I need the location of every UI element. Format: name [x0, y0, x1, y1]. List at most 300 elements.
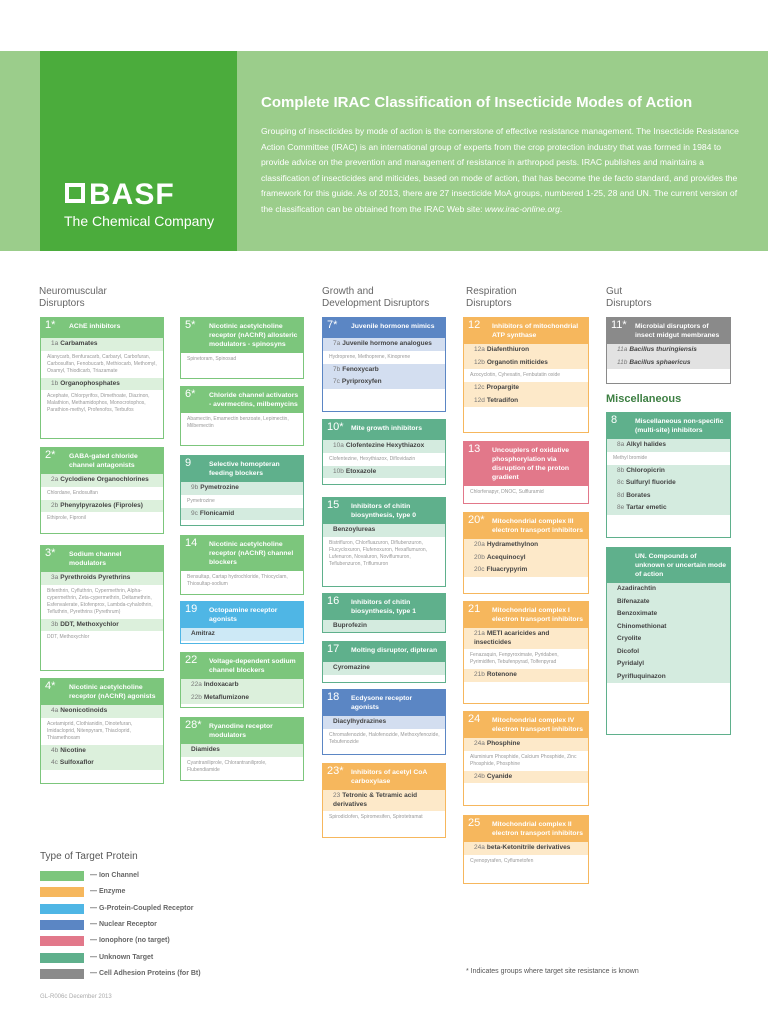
group-header: [323, 318, 445, 338]
group-title: Mitochondrial complex II electron transport inhibitors: [492, 821, 584, 837]
legend-swatch-cell: [40, 969, 84, 979]
legend-swatch-nuclear: [40, 920, 84, 930]
intro-text: [261, 124, 741, 217]
subgroup-name: Bifenazate: [617, 597, 650, 605]
group-number: 23*: [327, 765, 344, 777]
subgroup-row: [181, 679, 303, 692]
group-header: [464, 602, 588, 628]
group-number: 2*: [45, 449, 56, 461]
example-compounds: Bistrifluron, Chlorfluazuron, Diflubenzuron, Flucycloxuron, Flufenoxuron, Hexaflumuron, Lufenuron, Novaluron, Noviflumuron, Teflubenzuron, Triflumuron: [329, 539, 428, 567]
subgroup-name: Rotenone: [486, 671, 517, 678]
subgroup-row: [41, 378, 163, 391]
group-title: Mite growth inhibitors: [351, 425, 422, 432]
subgroup-code: 3b: [51, 620, 59, 628]
group-number: 22: [185, 654, 198, 666]
subgroup-row: [181, 482, 303, 495]
group-header: [464, 712, 588, 738]
group-header: [323, 498, 445, 524]
subgroup-row: [607, 596, 730, 609]
basf-tagline: The Chemical Company: [64, 213, 215, 229]
irac-group-card-15: [322, 497, 446, 587]
group-header: [41, 546, 163, 572]
example-compounds: Methyl bromide: [613, 454, 648, 461]
subgroup-name: Tartar emetic: [626, 504, 667, 511]
subgroup-row: [323, 662, 445, 675]
group-number: 20*: [468, 514, 485, 526]
subgroup-code: 8b: [617, 466, 625, 474]
subgroup-row: [607, 608, 730, 621]
example-compounds: Chlorfenapyr, DNOC, Sulfluramid: [470, 489, 544, 495]
subgroup-code: 23: [333, 792, 341, 799]
subgroup-name: Clofentezine Hexythiazox: [345, 442, 425, 449]
subgroup-row: [607, 344, 730, 357]
legend-swatch-gpcr: [40, 904, 84, 914]
legend-label-unknown: — Unknown Target: [90, 953, 154, 961]
subgroup-code: 3a: [51, 574, 59, 581]
group-header: [181, 387, 303, 413]
subgroup-row: [41, 474, 163, 487]
subgroup-row: [607, 477, 730, 490]
basf-logo-square-icon: [65, 183, 85, 203]
subgroup-row: [464, 382, 588, 395]
section-growth: Growth and Development Disruptors: [322, 286, 430, 309]
group-header: [464, 442, 588, 486]
subgroup-row: [464, 539, 588, 552]
subgroup-code: 22a: [191, 681, 202, 688]
subgroup-name: Neonicotinoids: [60, 707, 108, 714]
group-number: 7*: [327, 319, 338, 331]
irac-group-card-2: [40, 447, 164, 534]
subgroup-name: Carbamates: [60, 340, 98, 347]
subgroup-name: Alkyl halides: [626, 441, 666, 448]
group-number: 4*: [45, 680, 56, 692]
subgroup-name: Chloropicrin: [626, 466, 665, 474]
irac-group-card-5: [180, 317, 304, 379]
subgroup-code: 9c: [191, 509, 198, 517]
group-header: [323, 690, 445, 716]
irac-group-card-8: [606, 412, 731, 538]
section-miscellaneous: Miscellaneous: [606, 393, 682, 405]
group-title: AChE inhibitors: [69, 323, 121, 330]
subgroup-name: Nicotine: [60, 746, 86, 754]
irac-group-card-24: [463, 711, 589, 806]
subgroup-code: 7c: [333, 378, 340, 385]
subgroup-name: DDT, Methoxychlor: [60, 620, 119, 628]
example-compounds: Acetamiprid, Clothianidin, Dinotefuran, Imidacloprid, Nitenpyram, Thiacloprid, Thiamethoxam: [47, 720, 133, 741]
example-compounds: Acephate, Chlorpyrifos, Dimethoate, Diazinon, Malathion, Methamidophos, Monocrotophos, Parathion-methyl, Profenofos, Terbufos: [47, 393, 150, 413]
subgroup-row: [607, 671, 730, 684]
subgroup-code: 2b: [51, 501, 59, 509]
subgroup-name: Chinomethionat: [617, 622, 667, 630]
irac-group-card-16: [322, 593, 446, 633]
group-number: 19: [185, 603, 198, 615]
group-title: Selective homopteran feeding blockers: [209, 461, 280, 477]
subgroup-name: Pyrethroids Pyrethrins: [60, 574, 131, 581]
section-neuromuscular: Neuromuscular Disruptors: [39, 286, 107, 309]
irac-group-card-17: [322, 641, 446, 683]
subgroup-row: [323, 364, 445, 377]
group-number: 1*: [45, 319, 56, 331]
group-title: Sodium channel modulators: [69, 551, 122, 567]
group-header: [323, 764, 445, 790]
subgroup-code: 10b: [333, 467, 344, 475]
group-number: 15: [327, 499, 340, 511]
irac-group-card-21: [463, 601, 589, 704]
subgroup-row: [181, 744, 303, 757]
subgroup-name: Etoxazole: [345, 467, 377, 475]
subgroup-code: 4a: [51, 707, 59, 714]
subgroup-row: [323, 790, 445, 811]
subgroup-name: Sulfuryl fluoride: [625, 479, 676, 486]
subgroup-name: Propargite: [486, 384, 519, 391]
subgroup-code: 12d: [474, 396, 485, 404]
subgroup-name: Bacillus thuringiensis: [629, 346, 697, 353]
irac-group-card-28: [180, 717, 304, 781]
group-header: [41, 448, 163, 474]
group-title: Chloride channel activators - avermectins, milbemycins: [209, 392, 299, 408]
subgroup-row: [464, 344, 588, 357]
subgroup-name: Azadirachtin: [617, 585, 657, 592]
example-compounds: Clofentezine, Hexythiazox, Diflovidazin: [329, 455, 416, 462]
subgroup-row: [464, 669, 588, 682]
group-title: Mitochondrial complex I electron transport inhibitors: [492, 607, 584, 623]
group-title: Inhibitors of chitin biosynthesis, type 0: [351, 503, 416, 519]
group-header: [607, 413, 730, 439]
subgroup-code: 12a: [474, 346, 485, 353]
subgroup-row: [464, 842, 588, 855]
group-title: Inhibitors of mitochondrial ATP synthase: [492, 323, 579, 339]
subgroup-name: Organotin miticides: [486, 358, 548, 366]
subgroup-code: 8c: [617, 479, 624, 486]
subgroup-name: Dicofol: [617, 647, 640, 655]
example-compounds: Chromafenozide, Halofenozide, Methoxyfenozide, Tebufenozide: [329, 731, 440, 745]
subgroup-code: 4b: [51, 746, 59, 754]
subgroup-code: 11a: [617, 346, 628, 353]
group-title: Mitochondrial complex IV electron transport inhibitors: [492, 717, 584, 733]
subgroup-code: 7a: [333, 340, 341, 347]
subgroup-name: Fenoxycarb: [342, 365, 379, 373]
subgroup-row: [607, 621, 730, 634]
subgroup-code: 12c: [474, 384, 485, 391]
irac-group-card-13: [463, 441, 589, 504]
group-title: Miscellaneous non-specific (multi-site) inhibitors: [635, 418, 724, 434]
group-title: Uncouplers of oxidative phosphorylation via disruption of the proton gradient: [492, 447, 570, 481]
subgroup-row: [464, 357, 588, 370]
irac-group-card-22: [180, 652, 304, 708]
subgroup-code: 10a: [333, 442, 344, 449]
group-header: [607, 548, 730, 583]
example-compounds: Pymetrozine: [187, 497, 215, 504]
irac-group-card-25: [463, 815, 589, 884]
group-header: [323, 594, 445, 620]
document-code: GL-R006c December 2013: [40, 994, 112, 1000]
group-header: [181, 318, 303, 353]
example-compounds: Spinetoram, Spinosad: [187, 356, 237, 362]
group-header: [181, 718, 303, 744]
subgroup-name: Buprofezin: [333, 622, 367, 629]
subgroup-row: [464, 738, 588, 751]
section-respiration: Respiration Disruptors: [466, 286, 517, 309]
group-number: 21: [468, 603, 481, 615]
group-title: UN. Compounds of unknown or uncertain mode of action: [635, 553, 727, 578]
subgroup-code: 9b: [191, 484, 199, 491]
subgroup-code: 12b: [474, 358, 485, 366]
subgroup-name: Metaflumizone: [203, 693, 250, 701]
subgroup-row: [323, 376, 445, 389]
example-compounds: Bensultap, Cartap hydrochloride, Thiocyclam, Thiosultap-sodium: [187, 574, 288, 587]
subgroup-row: [607, 357, 730, 370]
subgroup-name: Sulfoxaflor: [59, 759, 94, 766]
subgroup-name: Diafenthiuron: [486, 346, 530, 353]
group-number: 14: [185, 537, 198, 549]
legend-swatch-enzyme: [40, 887, 84, 897]
subgroup-row: [464, 564, 588, 577]
example-compounds: DDT, Methoxychlor: [47, 634, 90, 640]
subgroup-row: [464, 628, 588, 649]
subgroup-name: Acequinocyl: [486, 553, 526, 561]
legend-label-gpcr: — G-Protein-Coupled Receptor: [90, 904, 194, 912]
example-compounds: Alanycarb, Benfuracarb, Carbaryl, Carbofuran, Carbosulfan, Fenobucarb, Methiocarb, Methomyl, Oxamyl, Thiodicarb, Triazamate: [47, 353, 157, 374]
subgroup-code: 8e: [617, 504, 625, 511]
group-number: 3*: [45, 547, 56, 559]
subgroup-row: [41, 500, 163, 513]
irac-web-link[interactable]: www.irac-online.org: [484, 203, 560, 214]
subgroup-name: Phosphine: [486, 740, 521, 747]
group-header: [323, 420, 445, 440]
irac-group-card-6: [180, 386, 304, 446]
subgroup-name: Phenylpyrazoles (Fiproles): [60, 501, 143, 509]
group-number: 18: [327, 691, 340, 703]
group-title: Inhibitors of acetyl CoA carboxylase: [351, 769, 428, 785]
subgroup-code: 20b: [474, 553, 485, 561]
subgroup-row: [607, 465, 730, 478]
subgroup-name: Organophosphates: [60, 379, 120, 387]
group-header: [181, 602, 303, 628]
subgroup-row: [607, 658, 730, 671]
legend-swatch-ionophore: [40, 936, 84, 946]
subgroup-row: [41, 757, 163, 770]
subgroup-code: 1b: [51, 379, 59, 387]
subgroup-name: Cyanide: [486, 772, 513, 780]
group-title: Nicotinic acetylcholine receptor (nAChR) allosteric modulators - spinosyns: [209, 323, 298, 348]
example-compounds: Spirodiclofen, Spiromesifen, Spirotetramat: [329, 814, 423, 820]
subgroup-name: Pyriproxyfen: [341, 378, 382, 385]
legend-label-enzyme: — Enzyme: [90, 888, 126, 896]
irac-group-card-11: [606, 317, 731, 384]
subgroup-row: [607, 583, 730, 596]
irac-group-card-18: [322, 689, 446, 755]
irac-group-card-10: [322, 419, 446, 485]
subgroup-code: 24b: [474, 772, 485, 780]
group-title: Octopamine receptor agonists: [209, 607, 278, 623]
group-number: 25: [468, 817, 481, 829]
intro-end: .: [559, 203, 563, 214]
group-title: Inhibitors of chitin biosynthesis, type 1: [351, 599, 416, 615]
example-compounds: Bifenthrin, Cyfluthrin, Cypermethrin, Alpha-cypermethrin, Zeta-cypermethrin, Deltamethrin, Esfenvalerate, Etofenprox, Lambda-cyhalothrin, Tefluthrin, Pyrethrins (Pyrethrum): [47, 587, 153, 615]
subgroup-row: [607, 502, 730, 515]
subgroup-row: [181, 508, 303, 521]
group-number: 13: [468, 443, 481, 455]
subgroup-name: Indoxacarb: [203, 681, 239, 688]
group-title: Nicotinic acetylcholine receptor (nAChR) channel blockers: [209, 541, 294, 566]
group-title: Mitochondrial complex III electron transport inhibitors: [492, 518, 584, 534]
irac-group-card-4: [40, 678, 164, 784]
subgroup-row: [607, 439, 730, 452]
group-number: 11*: [611, 319, 627, 331]
group-title: Ecdysone receptor agonists: [351, 695, 413, 711]
irac-group-card-3: [40, 545, 164, 671]
subgroup-code: 7b: [333, 365, 341, 373]
subgroup-row: [323, 620, 445, 633]
example-compounds: Aluminium Phosphide, Calcium Phosphide, Zinc Phosphide, Phosphine: [470, 753, 577, 767]
basf-logo: [65, 178, 175, 212]
irac-group-card-20: [463, 512, 589, 594]
subgroup-name: Cyromazine: [333, 664, 370, 671]
group-header: [181, 456, 303, 482]
subgroup-name: beta-Ketonitrile derivatives: [486, 844, 571, 851]
subgroup-code: 2a: [51, 476, 59, 483]
subgroup-name: Flonicamid: [199, 509, 235, 517]
subgroup-code: 24a: [474, 844, 485, 851]
subgroup-name: METI acaricides and insecticides: [474, 630, 550, 646]
group-number: 12: [468, 319, 481, 331]
legend-label-ion: — Ion Channel: [90, 872, 139, 879]
irac-group-card-12: [463, 317, 589, 433]
group-title: GABA-gated chloride channel antagonists: [69, 453, 138, 469]
subgroup-code: 21a: [474, 630, 485, 637]
subgroup-row: [607, 490, 730, 503]
example-compounds: Cyenopyrafen, Cyflumetofen: [470, 857, 534, 864]
example-compounds: Chlordane, Endosulfan: [47, 489, 98, 496]
basf-logo-word: BASF: [89, 178, 175, 211]
subgroup-code: 8d: [617, 491, 625, 499]
group-header: [464, 513, 588, 539]
subgroup-row: [41, 338, 163, 351]
intro-body: Grouping of insecticides by mode of action is the cornerstone of effective resistance management. The Insecticide Resistance Action Committee (IRAC) is an international group of experts from the crop protection industry that was formed in 1984 to provide advice on the prevention and management of resistance in arthropod pests. IRAC publishes and maintains a classification of insecticides and miticides, based on mode of action, that has become the de facto standard, and provides the framework for this guide. As of 2013, there are 27 insecticide MoA groups, numbered 1-25, 28 and UN. The current version of the classification can be obtained from the IRAC Web site:: [261, 126, 739, 214]
irac-group-card-7: [322, 317, 446, 412]
example-compounds: Cyantraniliprole, Chlorantraniliprole, Flubendiamide: [187, 759, 267, 773]
group-header: [41, 318, 163, 338]
subgroup-row: [181, 628, 303, 641]
group-number: 24: [468, 713, 481, 725]
subgroup-name: Pyridalyl: [617, 660, 645, 667]
subgroup-row: [464, 395, 588, 408]
group-title: Juvenile hormone mimics: [351, 323, 435, 330]
subgroup-code: 20a: [474, 541, 485, 548]
subgroup-row: [323, 716, 445, 729]
section-gut: Gut Disruptors: [606, 286, 652, 309]
legend-label-ionophore: — Ionophore (no target): [90, 937, 170, 945]
subgroup-name: Diamides: [191, 746, 220, 753]
footnote: * Indicates groups where target site resistance is known: [466, 968, 639, 975]
group-header: [181, 653, 303, 679]
group-title: Molting disruptor, dipteran: [351, 647, 438, 654]
subgroup-row: [464, 552, 588, 565]
subgroup-name: Tetradifon: [486, 396, 519, 404]
group-number: 16: [327, 595, 340, 607]
example-compounds: Abamectin, Emamectin benzoate, Lepimectin, Milbemectin: [187, 416, 289, 429]
subgroup-name: Benzoximate: [617, 610, 658, 617]
subgroup-row: [41, 745, 163, 758]
subgroup-name: Benzoylureas: [333, 526, 376, 533]
subgroup-name: Juvenile hormone analogues: [342, 340, 432, 347]
legend-label-cell: — Cell Adhesion Proteins (for Bt): [90, 969, 201, 977]
subgroup-row: [41, 619, 163, 632]
example-compounds: Hydroprene, Methoprene, Kinoprene: [329, 353, 411, 360]
subgroup-row: [41, 705, 163, 718]
subgroup-row: [607, 633, 730, 646]
group-number: 6*: [185, 388, 196, 400]
group-number: 17: [327, 643, 340, 655]
subgroup-row: [607, 646, 730, 659]
irac-group-card-19: [180, 601, 304, 644]
subgroup-name: Cyclodiene Organochlorines: [60, 476, 149, 483]
subgroup-row: [464, 771, 588, 784]
subgroup-name: Hydramethylnon: [486, 541, 539, 548]
group-header: [464, 816, 588, 842]
irac-group-card-9: [180, 455, 304, 526]
subgroup-name: Diacylhydrazines: [333, 718, 387, 725]
example-compounds: Azocyclotin, Cyhexatin, Fenbutatin oxide: [470, 372, 561, 378]
subgroup-row: [323, 524, 445, 537]
irac-group-card-23: [322, 763, 446, 838]
group-number: 9: [185, 457, 192, 469]
subgroup-name: Fluacrypyrim: [486, 566, 528, 573]
subgroup-name: Amitraz: [191, 630, 215, 637]
legend-swatch-ion: [40, 871, 84, 881]
group-number: 28*: [185, 719, 202, 731]
example-compounds: Fenazaquin, Fenpyroximate, Pyridaben, Pyrimidifen, Tebufenpyrad, Tolfenpyrad: [470, 652, 559, 665]
group-title: Nicotinic acetylcholine receptor (nAChR) agonists: [69, 684, 156, 700]
subgroup-row: [323, 466, 445, 479]
subgroup-name: Cryolite: [617, 635, 642, 642]
legend-label-nuclear: — Nuclear Receptor: [90, 920, 157, 928]
subgroup-name: Tetronic & Tetramic acid derivatives: [333, 792, 418, 808]
subgroup-code: 8a: [617, 441, 625, 448]
legend-swatch-unknown: [40, 953, 84, 963]
group-header: [323, 642, 445, 662]
subgroup-name: Borates: [626, 491, 651, 499]
subgroup-name: Pyrifluquinazon: [617, 672, 666, 680]
subgroup-code: 4c: [51, 759, 58, 766]
group-header: [41, 679, 163, 705]
subgroup-code: 24a: [474, 740, 485, 747]
subgroup-code: 20c: [474, 566, 485, 573]
subgroup-code: 21b: [474, 671, 485, 678]
example-compounds: Ethiprole, Fipronil: [47, 515, 86, 521]
group-title: Voltage-dependent sodium channel blockers: [209, 658, 296, 674]
group-number: 8: [611, 414, 618, 426]
subgroup-code: 1a: [51, 340, 59, 347]
subgroup-row: [323, 338, 445, 351]
subgroup-name: Bacillus sphaericus: [629, 358, 691, 366]
irac-group-card-un: [606, 547, 731, 735]
group-header: [464, 318, 588, 344]
group-header: [181, 536, 303, 571]
subgroup-code: 11b: [617, 358, 628, 366]
group-number: 10*: [327, 421, 344, 433]
group-header: [607, 318, 730, 344]
page-title: Complete IRAC Classification of Insecticide Modes of Action: [261, 94, 693, 111]
group-title: Ryanodine receptor modulators: [209, 723, 273, 739]
irac-group-card-14: [180, 535, 304, 595]
subgroup-row: [181, 692, 303, 705]
irac-group-card-1: [40, 317, 164, 439]
subgroup-name: Pymetrozine: [200, 484, 239, 491]
subgroup-code: 22b: [191, 693, 202, 701]
subgroup-row: [323, 440, 445, 453]
legend-title: Type of Target Protein: [40, 851, 138, 862]
